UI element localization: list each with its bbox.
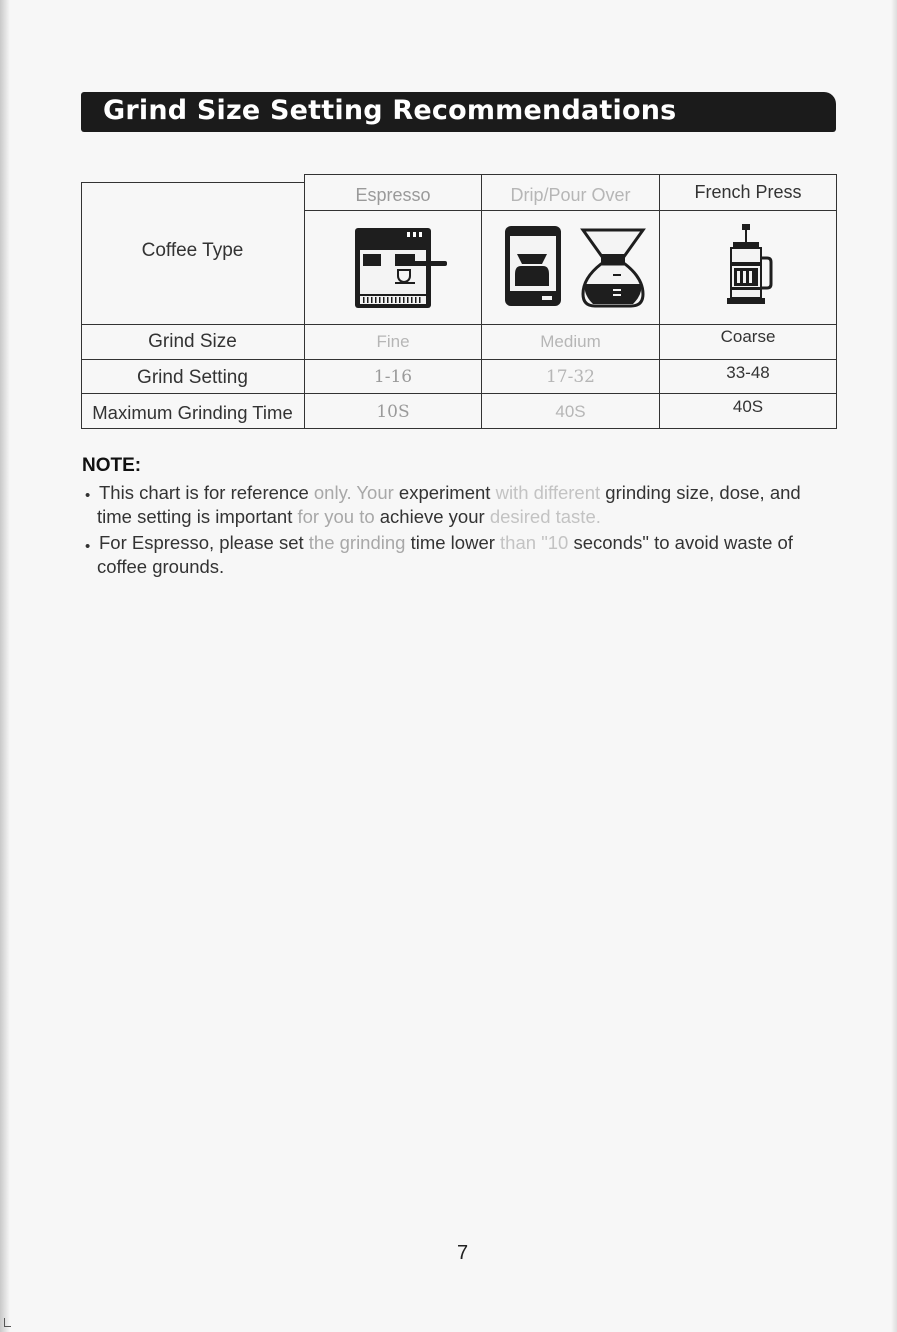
drip-max-time: 40S [555, 402, 586, 421]
espresso-grind-setting: 1-16 [373, 367, 413, 387]
table-border [81, 324, 837, 325]
grind-table [81, 174, 837, 430]
note-text: For Espresso, please set [99, 532, 309, 553]
note-bullet-2-line-2: coffee grounds. [97, 556, 225, 577]
note-text: time lower [410, 532, 501, 553]
note-text: grinding size, dose, and [605, 482, 801, 503]
row-header-max-time: Maximum Grinding Time [92, 402, 293, 423]
note-bullet-1-line-2 [97, 506, 601, 528]
note-text: desired taste. [489, 506, 601, 527]
row-header-grind-size: Grind Size [148, 331, 237, 352]
table-border [305, 174, 837, 175]
drip-grind-setting: 17-32 [545, 367, 595, 387]
note-text: the grinding [308, 532, 411, 553]
note-text: seconds" to avoid waste of [573, 532, 793, 553]
column-header-drip: Drip/Pour Over [510, 185, 631, 205]
note-heading: NOTE: [82, 455, 142, 476]
note-bullet-2-line-1 [99, 532, 793, 554]
espresso-grind-size: Fine [376, 332, 410, 351]
table-border [304, 174, 305, 429]
bullet-dot: • [85, 538, 91, 555]
note-text: only. Your [313, 482, 399, 503]
table-border [81, 359, 837, 360]
table-border [836, 174, 837, 429]
table-border [81, 393, 837, 394]
espresso-machine-icon [355, 228, 451, 310]
table-border [659, 174, 660, 429]
table-border [81, 182, 82, 429]
table-border [81, 428, 837, 429]
french-press-icon [725, 224, 775, 310]
row-header-coffee-type: Coffee Type [141, 240, 244, 261]
crop-mark [4, 1318, 11, 1327]
column-header-french-press: French Press [694, 182, 802, 202]
bullet-dot: • [85, 487, 91, 504]
column-header-espresso: Espresso [355, 185, 431, 205]
french-press-grind-size: Coarse [720, 327, 776, 346]
table-border [481, 174, 482, 429]
table-border [81, 182, 305, 183]
page-shadow-right [891, 0, 897, 1332]
page-shadow-left [0, 0, 10, 1332]
note-text: time setting is important [97, 506, 298, 527]
note-text: achieve your [379, 506, 490, 527]
drip-grind-size: Medium [540, 332, 601, 351]
drip-pour-over-icon [505, 226, 651, 310]
espresso-max-time: 10S [376, 402, 410, 422]
row-header-grind-setting: Grind Setting [137, 367, 248, 388]
page-title: Grind Size Setting Recommendations [103, 95, 677, 126]
note-bullet-1-line-1 [99, 482, 801, 504]
page-number: 7 [457, 1242, 469, 1264]
note-text: experiment [398, 482, 496, 503]
title-banner [81, 92, 836, 132]
note-text: This chart is for reference [99, 482, 314, 503]
table-border [305, 210, 837, 211]
note-text: with different [495, 482, 606, 503]
french-press-max-time: 40S [732, 397, 764, 416]
note-text: for you to [297, 506, 380, 527]
note-text: than "10 [500, 532, 574, 553]
french-press-grind-setting: 33-48 [726, 363, 770, 382]
